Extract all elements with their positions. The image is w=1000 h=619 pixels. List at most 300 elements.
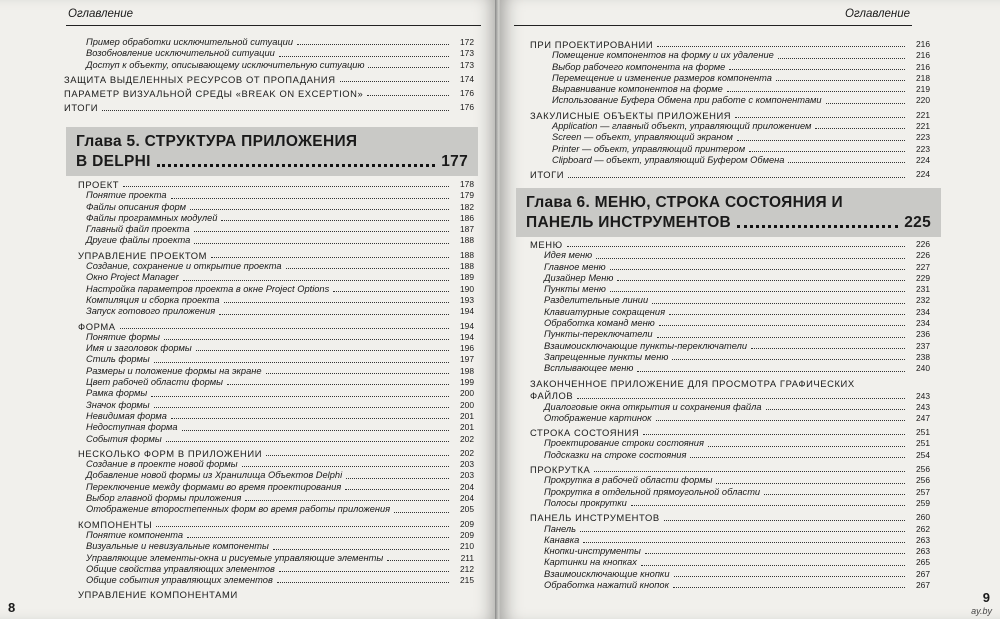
dot-leader bbox=[657, 46, 905, 47]
toc-entry bbox=[64, 343, 474, 354]
toc-entry-page: 209 bbox=[460, 518, 474, 529]
toc-entry-title: КОМПОНЕНТЫ bbox=[78, 518, 153, 530]
dot-leader bbox=[166, 441, 449, 442]
toc-entry bbox=[64, 530, 474, 541]
toc-entry-title: Общие свойства управляющих элементов bbox=[86, 563, 275, 574]
toc-entry-page: 234 bbox=[916, 318, 930, 329]
dot-leader bbox=[120, 328, 449, 329]
toc-entry bbox=[530, 341, 930, 352]
toc-entry-page: 216 bbox=[916, 50, 930, 61]
toc-entry-title: Имя и заголовок формы bbox=[86, 343, 192, 354]
toc-entry bbox=[530, 273, 930, 284]
toc-entry-title: ИТОГИ bbox=[64, 102, 99, 114]
toc-entry-title: Screen — объект, управляющий экраном bbox=[552, 132, 733, 143]
toc-entry-page: 256 bbox=[916, 475, 930, 486]
toc-entry-title: Главное меню bbox=[544, 261, 606, 272]
dot-leader bbox=[346, 478, 449, 479]
dot-leader bbox=[164, 339, 449, 340]
toc-entry-title: Недоступная форма bbox=[86, 422, 178, 433]
toc-entry-page: 189 bbox=[460, 272, 474, 283]
toc-entry bbox=[530, 144, 930, 155]
dot-leader bbox=[194, 231, 450, 232]
dot-leader bbox=[583, 542, 905, 543]
dot-leader bbox=[596, 258, 905, 259]
toc-entry-page: 211 bbox=[460, 552, 474, 563]
dot-leader bbox=[778, 58, 905, 59]
toc-entry bbox=[64, 411, 474, 422]
toc-entry-page: 182 bbox=[460, 201, 474, 212]
dot-leader bbox=[645, 553, 905, 554]
toc-entry-title: Файлы описания форм bbox=[86, 201, 186, 212]
toc-entry-title: НЕСКОЛЬКО ФОРМ В ПРИЛОЖЕНИИ bbox=[78, 447, 263, 459]
toc-entry-title: Управляющие элементы-окна и рисуемые управляющие элементы bbox=[86, 552, 384, 563]
dot-leader bbox=[631, 505, 905, 506]
toc-entry-page: 198 bbox=[460, 365, 474, 376]
toc-entry-page: 238 bbox=[916, 351, 930, 362]
dot-leader bbox=[154, 362, 449, 363]
toc-entry-page: 240 bbox=[916, 363, 930, 374]
toc-entry-title: Рамка формы bbox=[86, 388, 148, 399]
toc-entry-title: Выбор рабочего компонента на форме bbox=[552, 61, 726, 72]
toc-entry bbox=[64, 354, 474, 365]
toc-entry bbox=[530, 284, 930, 295]
toc-entry-page: 201 bbox=[460, 410, 474, 421]
chapter-title-line2: В DELPHI bbox=[76, 153, 151, 170]
toc-entry-page: 251 bbox=[916, 427, 930, 438]
chapter-title-line1: Глава 5. СТРУКТУРА ПРИЛОЖЕНИЯ bbox=[76, 133, 358, 150]
toc-entry-title: Кнопки-инструменты bbox=[544, 546, 641, 557]
dot-leader bbox=[751, 348, 905, 349]
dot-leader bbox=[580, 531, 905, 532]
toc-entry-page: 190 bbox=[460, 283, 474, 294]
toc-entry-title: Возобновление исключительной ситуации bbox=[86, 48, 275, 59]
dot-leader bbox=[610, 291, 905, 292]
toc-list bbox=[64, 176, 474, 601]
toc-list bbox=[530, 236, 930, 591]
toc-entry-page: 260 bbox=[916, 512, 930, 523]
dot-leader bbox=[156, 526, 449, 527]
dot-leader bbox=[815, 128, 905, 129]
toc-entry-page: 236 bbox=[916, 329, 930, 340]
dot-leader bbox=[788, 162, 905, 163]
chapter-heading bbox=[516, 188, 941, 237]
toc-entry-title: Канавка bbox=[544, 534, 580, 545]
dot-leader bbox=[297, 44, 449, 45]
toc-entry-title: Цвет рабочей области формы bbox=[86, 377, 223, 388]
chapter-title-line2: ПАНЕЛЬ ИНСТРУМЕНТОВ bbox=[526, 214, 732, 231]
dot-leader bbox=[657, 337, 905, 338]
toc-entry-title: Использование Буфера Обмена при работе с компонентами bbox=[552, 95, 822, 106]
toc-entry-page: 188 bbox=[460, 235, 474, 246]
toc-entry-title: ЗАКОНЧЕННОЕ ПРИЛОЖЕНИЕ ДЛЯ ПРОСМОТРА ГРАФИЧЕСКИХ bbox=[530, 377, 855, 389]
toc-entry bbox=[530, 318, 930, 329]
toc-list bbox=[64, 37, 474, 114]
toc-entry bbox=[64, 448, 474, 459]
toc-entry-title: Переключение между формами во время проектирования bbox=[86, 481, 342, 492]
dot-leader bbox=[211, 257, 449, 258]
dot-leader bbox=[652, 303, 905, 304]
toc-entry bbox=[530, 546, 930, 557]
toc-entry-page: 251 bbox=[916, 438, 930, 449]
dot-leader bbox=[674, 576, 906, 577]
toc-entry-page: 267 bbox=[916, 568, 930, 579]
dot-leader bbox=[610, 269, 905, 270]
toc-entry bbox=[64, 504, 474, 515]
toc-entry-page: 226 bbox=[916, 239, 930, 249]
chapter-heading bbox=[66, 127, 478, 176]
toc-entry-page: 201 bbox=[460, 422, 474, 433]
toc-entry-title: Клавиатурные сокращения bbox=[544, 306, 666, 317]
toc-entry bbox=[530, 239, 930, 250]
toc-entry-page: 265 bbox=[916, 557, 930, 568]
dot-leader bbox=[190, 209, 449, 210]
toc-entry-page: 221 bbox=[916, 121, 930, 132]
toc-entry-page: 256 bbox=[916, 464, 930, 475]
toc-entry-title: Взаимоисключающие кнопки bbox=[544, 568, 670, 579]
toc-entry-page: 263 bbox=[916, 546, 930, 557]
toc-entry-title: Доступ к объекту, описывающему исключительную ситуацию bbox=[86, 59, 365, 70]
toc-entry-page: 204 bbox=[460, 481, 474, 492]
toc-entry bbox=[64, 272, 474, 283]
toc-entry-page: 232 bbox=[916, 295, 930, 306]
toc-entry bbox=[64, 493, 474, 504]
toc-entry-title: Понятие формы bbox=[86, 331, 160, 342]
toc-entry-page: 188 bbox=[460, 261, 474, 272]
toc-entry-title: ПРОЕКТ bbox=[78, 179, 120, 190]
dot-leader bbox=[187, 537, 449, 538]
dot-leader bbox=[171, 418, 449, 419]
dot-leader bbox=[776, 80, 905, 81]
toc-entry-page: 172 bbox=[460, 37, 474, 47]
toc-entry-title: Проектирование строки состояния bbox=[544, 438, 704, 449]
dot-leader bbox=[194, 243, 449, 244]
toc-entry bbox=[64, 564, 474, 575]
toc-entry bbox=[530, 535, 930, 546]
toc-entry bbox=[530, 427, 930, 438]
toc-entry bbox=[530, 569, 930, 580]
dot-leader bbox=[387, 560, 449, 561]
toc-entry-page: 203 bbox=[460, 459, 474, 470]
dot-leader bbox=[227, 384, 449, 385]
dot-leader bbox=[656, 420, 905, 421]
toc-entry-title: МЕНЮ bbox=[530, 239, 563, 250]
toc-entry bbox=[64, 261, 474, 272]
toc-entry-page: 179 bbox=[460, 190, 474, 201]
toc-entry-page: 215 bbox=[460, 575, 474, 586]
toc-entry-page: 262 bbox=[916, 523, 930, 534]
toc-entry bbox=[530, 402, 930, 413]
toc-entry-page: 187 bbox=[460, 224, 474, 235]
toc-entry bbox=[530, 121, 930, 132]
dot-leader bbox=[102, 110, 449, 111]
toc-entry-page: 223 bbox=[916, 132, 930, 143]
toc-entry-page: 247 bbox=[916, 412, 930, 423]
toc-entry bbox=[530, 580, 930, 591]
toc-entry-title: Визуальные и невизуальные компоненты bbox=[86, 541, 269, 552]
dot-leader bbox=[727, 91, 905, 92]
toc-entry-title: Значок формы bbox=[86, 399, 150, 410]
toc-entry-page: 218 bbox=[916, 72, 930, 83]
toc-entry bbox=[64, 519, 474, 530]
dot-leader bbox=[643, 434, 905, 435]
dot-leader bbox=[123, 186, 449, 187]
toc-entry bbox=[64, 102, 474, 113]
toc-entry bbox=[64, 321, 474, 332]
toc-entry bbox=[530, 95, 930, 106]
dot-leader bbox=[690, 457, 905, 458]
dot-leader bbox=[764, 494, 905, 495]
dot-leader bbox=[737, 140, 905, 141]
toc-entry-title: Всплывающее меню bbox=[544, 363, 634, 374]
toc-entry-title: Другие файлы проекта bbox=[86, 235, 191, 246]
toc-entry-title: Application — главный объект, управляющий приложением bbox=[552, 121, 812, 132]
toc-entry bbox=[530, 438, 930, 449]
toc-entry-page: 193 bbox=[460, 294, 474, 305]
toc-entry-title: Картинки на кнопках bbox=[544, 557, 637, 568]
toc-entry bbox=[530, 250, 930, 261]
toc-entry-page: 178 bbox=[460, 179, 474, 189]
toc-entry bbox=[64, 482, 474, 493]
toc-entry-title: Прокрутка в рабочей области формы bbox=[544, 475, 713, 486]
toc-entry bbox=[64, 295, 474, 306]
toc-list bbox=[530, 36, 930, 181]
toc-entry bbox=[64, 589, 474, 600]
dot-leader bbox=[766, 409, 905, 410]
right-page bbox=[500, 0, 1000, 619]
toc-entry-page: 229 bbox=[916, 272, 930, 283]
toc-entry bbox=[530, 295, 930, 306]
toc-entry bbox=[530, 464, 930, 475]
toc-entry bbox=[530, 450, 930, 461]
dot-leader bbox=[279, 56, 449, 57]
toc-entry-page: 202 bbox=[460, 447, 474, 458]
toc-entry-page: 267 bbox=[916, 580, 930, 591]
dot-leader bbox=[664, 520, 905, 521]
dot-leader bbox=[219, 314, 449, 315]
toc-entry-page: 224 bbox=[916, 154, 930, 165]
toc-entry bbox=[64, 434, 474, 445]
toc-entry bbox=[64, 400, 474, 411]
toc-entry bbox=[530, 329, 930, 340]
toc-entry bbox=[64, 553, 474, 564]
toc-entry bbox=[64, 377, 474, 388]
toc-entry-page: 204 bbox=[460, 493, 474, 504]
dot-leader bbox=[394, 512, 449, 513]
toc-entry-page: 173 bbox=[460, 59, 474, 70]
dot-leader bbox=[672, 359, 905, 360]
toc-entry-page: 254 bbox=[916, 449, 930, 460]
toc-entry-title: Невидимая форма bbox=[86, 410, 167, 421]
toc-entry-page: 188 bbox=[460, 249, 474, 260]
toc-entry-page: 203 bbox=[460, 470, 474, 481]
dot-leader bbox=[333, 291, 449, 292]
toc-entry-title: Выравнивание компонентов на форме bbox=[552, 84, 723, 95]
dot-leader bbox=[345, 489, 449, 490]
toc-entry-page: 212 bbox=[460, 563, 474, 574]
toc-entry-page: 216 bbox=[916, 39, 930, 49]
dot-leader bbox=[196, 350, 449, 351]
dot-leader bbox=[673, 587, 905, 588]
toc-entry-page: 176 bbox=[460, 88, 474, 99]
page-number: 9 bbox=[982, 590, 990, 605]
dot-leader bbox=[266, 373, 449, 374]
dot-leader bbox=[708, 446, 905, 447]
dot-leader bbox=[826, 103, 905, 104]
dot-leader bbox=[735, 117, 905, 118]
dot-leader bbox=[659, 325, 905, 326]
toc-entry-page: 205 bbox=[460, 504, 474, 515]
toc-entry bbox=[530, 557, 930, 568]
dot-leader bbox=[716, 483, 905, 484]
toc-entry-page: 219 bbox=[916, 84, 930, 95]
dot-leader bbox=[340, 81, 449, 82]
toc-entry-title: УПРАВЛЕНИЕ ПРОЕКТОМ bbox=[78, 249, 208, 261]
toc-entry-page: 200 bbox=[460, 399, 474, 410]
toc-entry bbox=[64, 284, 474, 295]
toc-entry-title: Помещение компонентов на форму и их удаление bbox=[552, 50, 774, 61]
toc-entry bbox=[530, 512, 930, 523]
toc-entry-title: СТРОКА СОСТОЯНИЯ bbox=[530, 427, 640, 439]
toc-entry-title: ПАНЕЛЬ ИНСТРУМЕНТОВ bbox=[530, 512, 660, 524]
toc-entry bbox=[64, 332, 474, 343]
toc-entry-title: События формы bbox=[86, 433, 162, 444]
toc-entry bbox=[530, 352, 930, 363]
toc-entry-page: 197 bbox=[460, 354, 474, 365]
toc-entry bbox=[64, 88, 474, 99]
dot-leader bbox=[171, 198, 449, 199]
toc-entry-page: 196 bbox=[460, 343, 474, 354]
toc-entry-title: Панель bbox=[544, 523, 577, 534]
chapter-page-number: 225 bbox=[904, 214, 931, 231]
chapter-leader bbox=[737, 225, 898, 228]
toc-entry-title: ПРИ ПРОЕКТИРОВАНИИ bbox=[530, 39, 654, 50]
toc-entry-title: ФАЙЛОВ bbox=[530, 389, 574, 401]
toc-entry-page: 226 bbox=[916, 250, 930, 261]
toc-entry bbox=[64, 575, 474, 586]
toc-entry bbox=[64, 202, 474, 213]
toc-entry bbox=[530, 73, 930, 84]
toc-entry bbox=[530, 50, 930, 61]
toc-entry-page: 221 bbox=[916, 109, 930, 120]
toc-entry-title: Отображение картинок bbox=[544, 412, 652, 423]
toc-entry bbox=[64, 224, 474, 235]
toc-entry bbox=[530, 132, 930, 143]
toc-entry-title: Разделительные линии bbox=[544, 295, 649, 306]
toc-entry-title: Диалоговые окна открытия и сохранения файла bbox=[544, 401, 762, 412]
dot-leader bbox=[242, 466, 449, 467]
toc-entry-page: 224 bbox=[916, 169, 930, 180]
toc-entry-title: ЗАКУЛИСНЫЕ ОБЪЕКТЫ ПРИЛОЖЕНИЯ bbox=[530, 109, 732, 121]
toc-entry-title: Обработка нажатий кнопок bbox=[544, 580, 669, 591]
dot-leader bbox=[567, 246, 905, 247]
dot-leader bbox=[749, 151, 905, 152]
toc-entry-page: 209 bbox=[460, 529, 474, 540]
toc-entry-title: Добавление новой формы из Хранилища Объектов Delphi bbox=[86, 470, 343, 481]
toc-entry bbox=[530, 363, 930, 374]
toc-entry bbox=[530, 524, 930, 535]
dot-leader bbox=[568, 177, 905, 178]
toc-entry-title: Стиль формы bbox=[86, 354, 150, 365]
dot-leader bbox=[279, 571, 449, 572]
page-number: 8 bbox=[8, 600, 16, 615]
toc-entry-title: ИТОГИ bbox=[530, 169, 565, 181]
toc-entry-title: Создание в проекте новой формы bbox=[86, 459, 238, 470]
toc-entry bbox=[64, 179, 474, 190]
dot-leader bbox=[577, 398, 905, 399]
toc-entry-page: 202 bbox=[460, 433, 474, 444]
dot-leader bbox=[182, 430, 449, 431]
toc-entry bbox=[64, 459, 474, 470]
toc-entry bbox=[64, 422, 474, 433]
toc-entry-title: Clipboard — объект, управляющий Буфером Обмена bbox=[552, 154, 785, 165]
toc-entry-title: Размеры и положение формы на экране bbox=[86, 365, 262, 376]
toc-entry-title: УПРАВЛЕНИЕ КОМПОНЕНТАМИ bbox=[78, 589, 238, 601]
toc-entry-page: 186 bbox=[460, 212, 474, 223]
dot-leader bbox=[368, 67, 449, 68]
toc-entry bbox=[530, 84, 930, 95]
toc-entry-title: ПАРАМЕТР ВИЗУАЛЬНОЙ СРЕДЫ «BREAK ON EXCEPTION» bbox=[64, 88, 364, 100]
dot-leader bbox=[286, 268, 449, 269]
toc-entry-title: Дизайнер Меню bbox=[544, 272, 614, 283]
toc-entry bbox=[530, 307, 930, 318]
dot-leader bbox=[154, 407, 449, 408]
dot-leader bbox=[245, 500, 449, 501]
toc-entry-title: Окно Project Manager bbox=[86, 272, 179, 283]
dot-leader bbox=[594, 471, 905, 472]
toc-entry-page: 257 bbox=[916, 486, 930, 497]
toc-entry bbox=[64, 541, 474, 552]
toc-entry-page: 237 bbox=[916, 340, 930, 351]
toc-entry-title: Общие события управляющих элементов bbox=[86, 575, 273, 586]
toc-entry bbox=[64, 366, 474, 377]
toc-entry bbox=[64, 37, 474, 48]
toc-entry-page: 227 bbox=[916, 261, 930, 272]
toc-entry-title: Файлы программных модулей bbox=[86, 212, 218, 223]
toc-entry-title: Выбор главной формы приложения bbox=[86, 493, 242, 504]
header-rule bbox=[66, 25, 481, 26]
toc-entry-title: Взаимоисключающие пункты-переключатели bbox=[544, 340, 748, 351]
toc-entry-page: 176 bbox=[460, 102, 474, 113]
dot-leader bbox=[367, 95, 449, 96]
toc-entry bbox=[64, 60, 474, 71]
running-head: Оглавление bbox=[845, 8, 910, 20]
toc-entry-title: Обработка команд меню bbox=[544, 318, 655, 329]
toc-entry-title: Перемещение и изменение размеров компонента bbox=[552, 72, 772, 83]
toc-entry-page: 234 bbox=[916, 306, 930, 317]
dot-leader bbox=[151, 396, 449, 397]
toc-entry-title: Printer — объект, управляющий принтером bbox=[552, 143, 746, 154]
left-page bbox=[0, 0, 497, 619]
toc-entry bbox=[64, 213, 474, 224]
toc-entry-title: Пример обработки исключительной ситуации bbox=[86, 37, 294, 47]
toc-entry bbox=[64, 470, 474, 481]
toc-entry-title: ПРОКРУТКА bbox=[530, 464, 591, 476]
dot-leader bbox=[641, 565, 905, 566]
toc-entry-title: Пункты-переключатели bbox=[544, 329, 653, 340]
toc-entry-page: 194 bbox=[460, 306, 474, 317]
toc-entry bbox=[530, 262, 930, 273]
toc-entry-page: 216 bbox=[916, 61, 930, 72]
watermark: ay.by bbox=[971, 606, 992, 616]
dot-leader bbox=[221, 220, 449, 221]
toc-entry bbox=[530, 475, 930, 486]
dot-leader bbox=[183, 280, 449, 281]
dot-leader bbox=[637, 371, 905, 372]
toc-entry bbox=[530, 39, 930, 50]
dot-leader bbox=[669, 314, 905, 315]
dot-leader bbox=[617, 280, 905, 281]
toc-entry bbox=[530, 110, 930, 121]
